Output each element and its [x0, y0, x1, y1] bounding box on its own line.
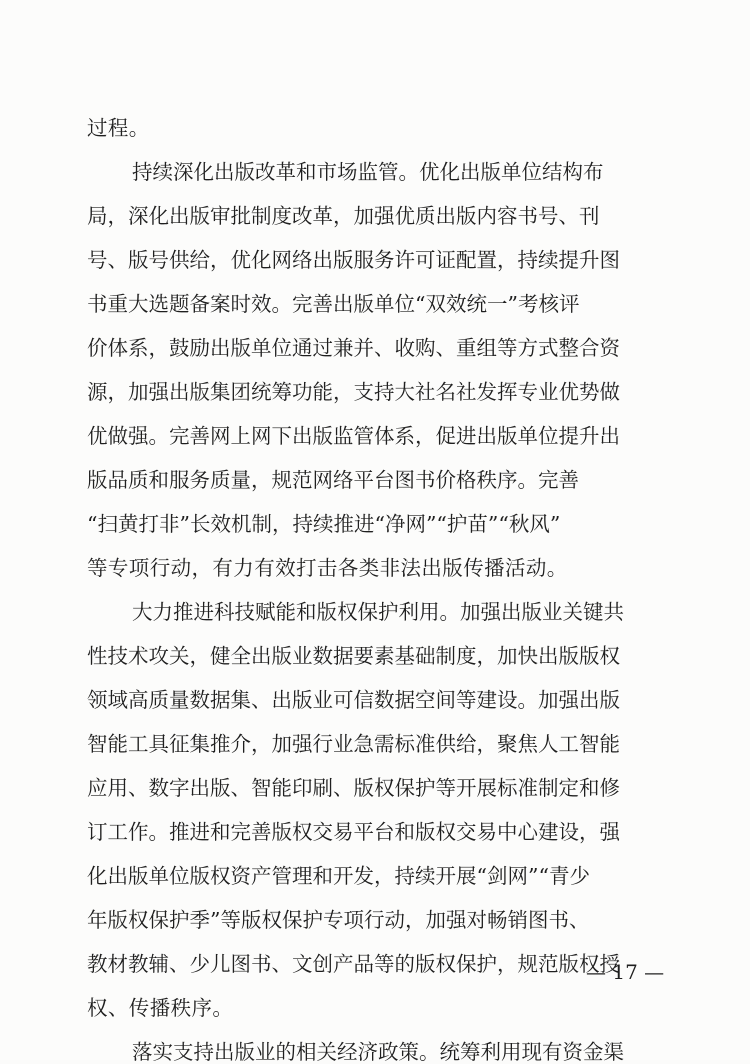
paragraph-heading-technology: 大力推进科技赋能和版权保护利用。加强出版业关键共	[132, 600, 624, 624]
text-line-10: “扫黄打非”长效机制，持续推进“净网”“护苗”“秋风”	[87, 512, 561, 536]
text-line-4: 号、版号供给，优化网络出版服务许可证配置，持续提升图	[87, 248, 620, 272]
text-line-1: 过程。	[87, 116, 150, 140]
text-line-11: 等专项行动，有力有效打击各类非法出版传播活动。	[87, 556, 568, 580]
text-line-3: 局，深化出版审批制度改革，加强优质出版内容书号、刊	[87, 204, 600, 228]
text-line-17: 订工作。推进和完善版权交易平台和版权交易中心建设，强	[87, 820, 620, 844]
page-number: — 17 —	[586, 960, 665, 984]
text-line-13: 性技术攻关，健全出版业数据要素基础制度，加快出版版权	[87, 644, 620, 668]
text-line-9: 版品质和服务质量，规范网络平台图书价格秩序。完善	[87, 468, 579, 492]
text-line-7: 源，加强出版集团统筹功能，支持大社名社发挥专业优势做	[87, 380, 620, 404]
text-line-20: 教材教辅、少儿图书、文创产品等的版权保护，规范版权授	[87, 952, 620, 976]
text-line-16: 应用、数字出版、智能印刷、版权保护等开展标准制定和修	[87, 776, 620, 800]
text-line-8: 优做强。完善网上网下出版监管体系，促进出版单位提升出	[87, 424, 620, 448]
paragraph-heading-reform: 持续深化出版改革和市场监管。优化出版单位结构布	[132, 160, 604, 184]
text-line-19: 年版权保护季”等版权保护专项行动，加强对畅销图书、	[87, 908, 590, 932]
paragraph-heading-policy: 落实支持出版业的相关经济政策。统筹利用现有资金渠	[132, 1040, 624, 1064]
text-line-5: 书重大选题备案时效。完善出版单位“双效统一”考核评	[87, 292, 580, 316]
text-line-21: 权、传播秩序。	[87, 996, 234, 1020]
text-line-15: 智能工具征集推介，加强行业急需标准供给，聚焦人工智能	[87, 732, 620, 756]
text-line-14: 领域高质量数据集、出版业可信数据空间等建设。加强出版	[87, 688, 620, 712]
text-line-18: 化出版单位版权资产管理和开发，持续开展“剑网”“青少	[87, 864, 590, 888]
text-line-6: 价体系，鼓励出版单位通过兼并、收购、重组等方式整合资	[87, 336, 620, 360]
